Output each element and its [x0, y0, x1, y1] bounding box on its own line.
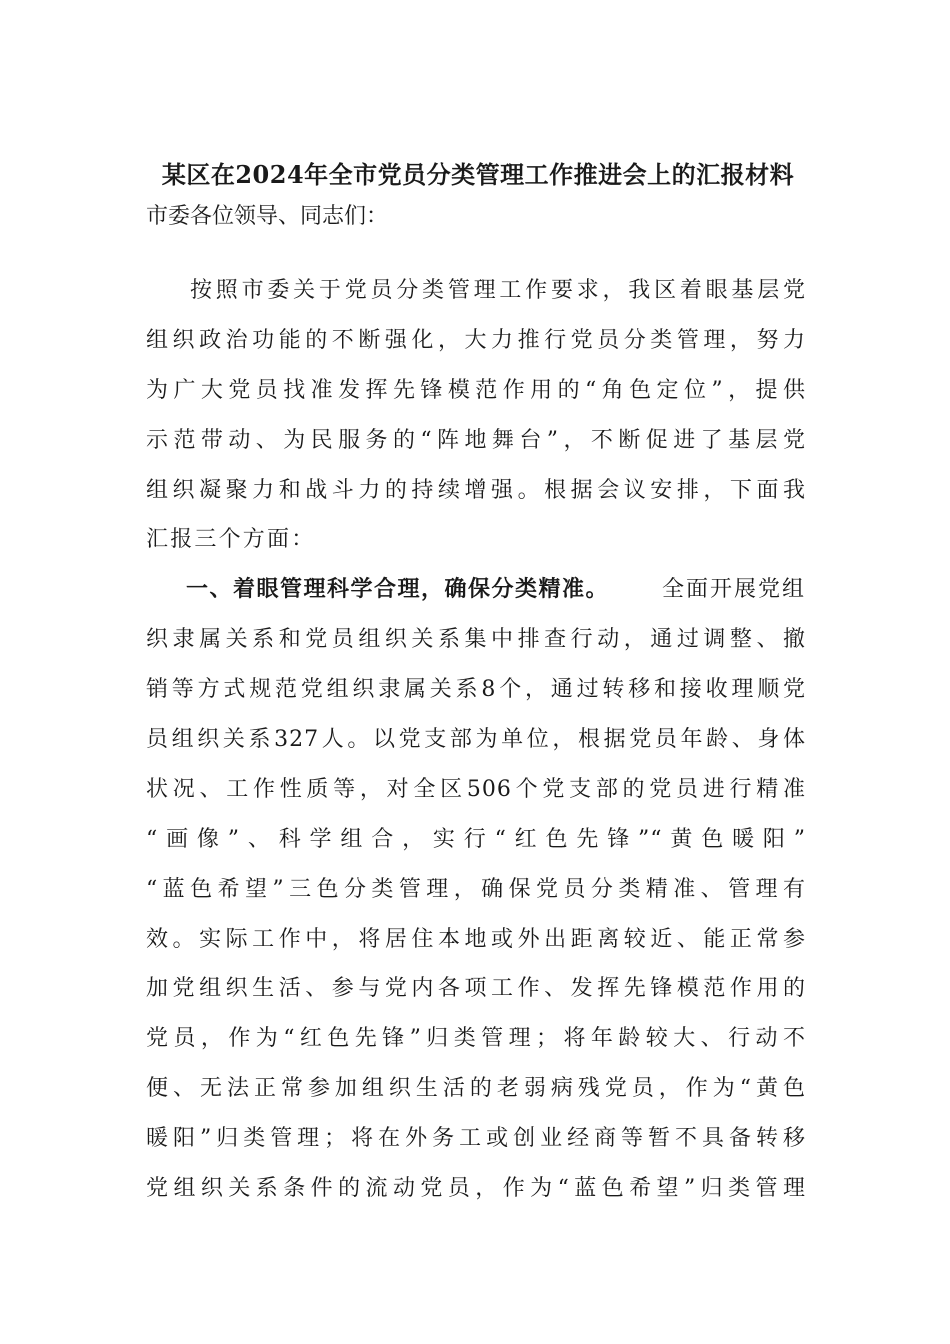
paragraph-line: 党组织关系条件的流动党员，作为“蓝色希望”归类管理	[146, 1176, 806, 1202]
paragraph-line: “画像”、科学组合，实行“红色先锋”“黄色暖阳”	[146, 826, 806, 852]
paragraph-line: 状况、工作性质等，对全区506个党支部的党员进行精准	[146, 776, 806, 802]
section-1-paragraph	[146, 565, 806, 1214]
paragraph-line: 组织政治功能的不断强化，大力推行党员分类管理，努力	[146, 327, 806, 353]
document-title: 某区在2024年全市党员分类管理工作推进会上的汇报材料	[161, 160, 795, 189]
paragraph-line: 效。实际工作中，将居住本地或外出距离较近、能正常参	[146, 926, 806, 952]
section-1-heading: 一、着眼管理科学合理，确保分类精准。	[186, 576, 610, 603]
paragraph-line: 组织凝聚力和战斗力的持续增强。根据会议安排，下面我	[146, 477, 806, 503]
paragraph-line: 便、无法正常参加组织生活的老弱病残党员，作为“黄色	[146, 1076, 806, 1102]
paragraph-line: 销等方式规范党组织隶属关系8个，通过转移和接收理顺党	[146, 677, 806, 703]
paragraph-line: 党员，作为“红色先锋”归类管理；将年龄较大、行动不	[146, 1026, 806, 1052]
paragraph-line: 加党组织生活、参与党内各项工作、发挥先锋模范作用的	[146, 976, 806, 1002]
paragraph-line: “蓝色希望”三色分类管理，确保党员分类精准、管理有	[146, 876, 806, 902]
paragraph-line: 汇报三个方面：	[146, 527, 316, 553]
intro-paragraph	[146, 266, 806, 565]
paragraph-line: 织隶属关系和党员组织关系集中排查行动，通过调整、撤	[146, 627, 806, 653]
paragraph-line: 按照市委关于党员分类管理工作要求，我区着眼基层党	[190, 278, 806, 303]
document-body	[146, 266, 806, 1214]
salutation: 市委各位领导、同志们：	[146, 204, 389, 229]
paragraph-line: 示范带动、为民服务的“阵地舞台”，不断促进了基层党	[146, 427, 806, 453]
paragraph-line: 员组织关系327人。以党支部为单位，根据党员年龄、身体	[146, 727, 806, 753]
paragraph-line: 暖阳”归类管理；将在外务工或创业经商等暂不具备转移	[146, 1126, 806, 1152]
section-1-first-line	[146, 565, 806, 615]
paragraph-line: 全面开展党组	[661, 577, 806, 603]
paragraph-line: 为广大党员找准发挥先锋模范作用的“角色定位”，提供	[146, 377, 806, 403]
